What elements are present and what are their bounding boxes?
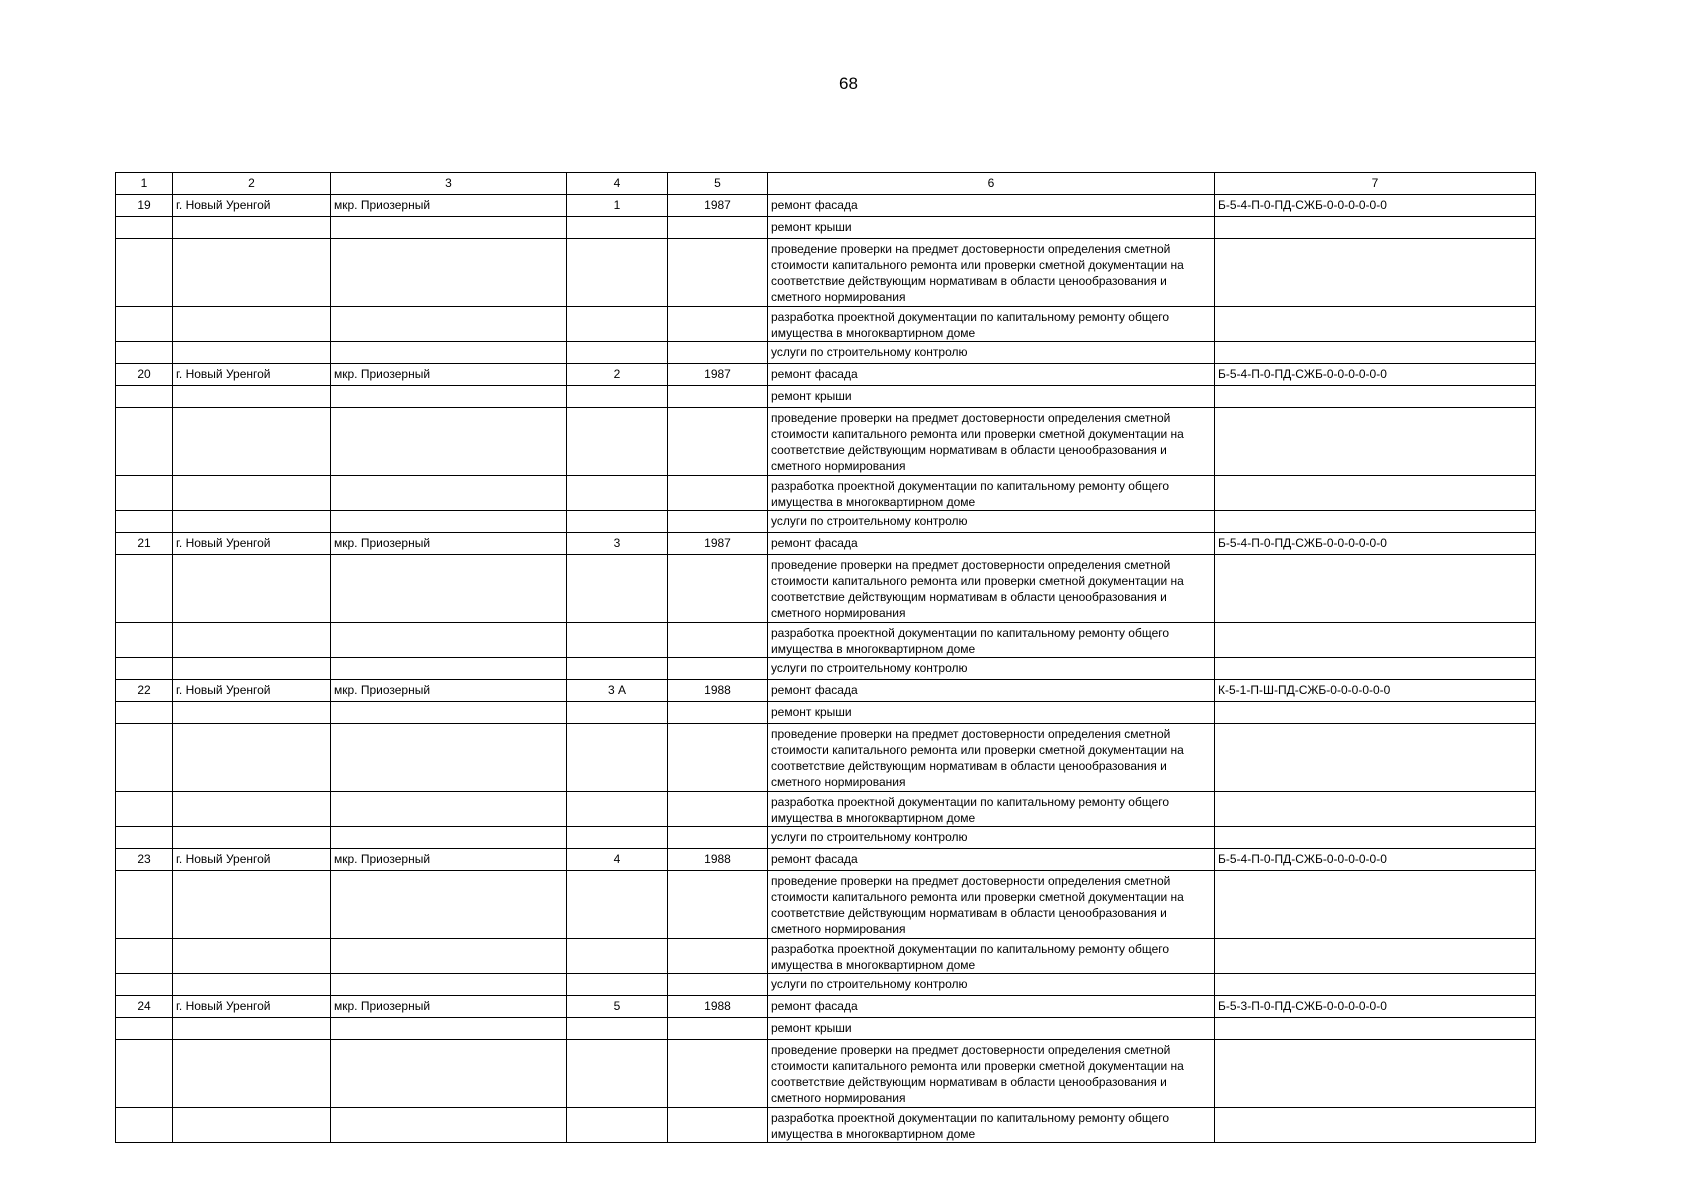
cell-year: [668, 724, 768, 792]
cell-number: [116, 974, 173, 996]
cell-number: 22: [116, 680, 173, 702]
cell-house: [567, 511, 668, 533]
cell-year: 1987: [668, 364, 768, 386]
cell-number: [116, 724, 173, 792]
cell-house: [567, 827, 668, 849]
cell-work: услуги по строительному контролю: [768, 974, 1215, 996]
cell-city: [173, 511, 331, 533]
cell-number: [116, 555, 173, 623]
cell-code: [1215, 974, 1536, 996]
table-row: [116, 849, 1536, 871]
cell-year: 1987: [668, 533, 768, 555]
cell-year: [668, 792, 768, 827]
cell-house: 3 А: [567, 680, 668, 702]
cell-number: 24: [116, 996, 173, 1018]
cell-district: [331, 871, 567, 939]
cell-code: К-5-1-П-Ш-ПД-СЖБ-0-0-0-0-0-0: [1215, 680, 1536, 702]
cell-work: проведение проверки на предмет достоверности определения сметной стоимости капитального ремонта или проверки сметной документации на соответствие действующим нормативам в области ценообразования и сметного нормирования: [768, 1040, 1215, 1108]
cell-city: [173, 476, 331, 511]
cell-city: [173, 702, 331, 724]
cell-work: ремонт крыши: [768, 217, 1215, 239]
cell-work: проведение проверки на предмет достоверности определения сметной стоимости капитального ремонта или проверки сметной документации на соответствие действующим нормативам в области ценообразования и сметного нормирования: [768, 239, 1215, 307]
cell-number: [116, 1018, 173, 1040]
cell-number: [116, 476, 173, 511]
cell-number: [116, 239, 173, 307]
cell-year: [668, 827, 768, 849]
cell-city: [173, 623, 331, 658]
cell-work: услуги по строительному контролю: [768, 342, 1215, 364]
cell-city: [173, 792, 331, 827]
cell-house: [567, 939, 668, 974]
table-row-work: [116, 1018, 1536, 1040]
table-row: [116, 533, 1536, 555]
cell-district: [331, 792, 567, 827]
cell-work: ремонт фасада: [768, 996, 1215, 1018]
cell-city: [173, 974, 331, 996]
cell-district: мкр. Приозерный: [331, 849, 567, 871]
cell-year: [668, 307, 768, 342]
cell-house: [567, 792, 668, 827]
cell-year: 1988: [668, 680, 768, 702]
cell-work: разработка проектной документации по капитальному ремонту общего имущества в многоквартирном доме: [768, 939, 1215, 974]
cell-city: [173, 939, 331, 974]
cell-year: [668, 217, 768, 239]
cell-house: [567, 217, 668, 239]
cell-work: разработка проектной документации по капитальному ремонту общего имущества в многоквартирном доме: [768, 792, 1215, 827]
cell-district: [331, 239, 567, 307]
cell-year: [668, 702, 768, 724]
cell-house: [567, 386, 668, 408]
cell-district: [331, 623, 567, 658]
cell-work: услуги по строительному контролю: [768, 658, 1215, 680]
cell-city: г. Новый Уренгой: [173, 849, 331, 871]
cell-year: 1987: [668, 195, 768, 217]
cell-city: [173, 386, 331, 408]
table-row-work: [116, 792, 1536, 827]
table-row-work: [116, 342, 1536, 364]
cell-code: [1215, 724, 1536, 792]
table-row-work: [116, 476, 1536, 511]
table-row-work: [116, 386, 1536, 408]
cell-house: [567, 1018, 668, 1040]
table-row: [116, 195, 1536, 217]
cell-work: ремонт фасада: [768, 533, 1215, 555]
cell-number: [116, 702, 173, 724]
cell-city: [173, 1108, 331, 1143]
cell-code: [1215, 792, 1536, 827]
cell-work: разработка проектной документации по капитальному ремонту общего имущества в многоквартирном доме: [768, 1108, 1215, 1143]
cell-house: [567, 342, 668, 364]
cell-district: [331, 939, 567, 974]
cell-number: [116, 871, 173, 939]
table-row-work: [116, 871, 1536, 939]
table-row-work: [116, 1040, 1536, 1108]
cell-code: Б-5-4-П-0-ПД-СЖБ-0-0-0-0-0-0: [1215, 849, 1536, 871]
cell-work: услуги по строительному контролю: [768, 827, 1215, 849]
cell-city: г. Новый Уренгой: [173, 680, 331, 702]
cell-code: [1215, 827, 1536, 849]
cell-house: [567, 724, 668, 792]
cell-number: [116, 827, 173, 849]
cell-house: 3: [567, 533, 668, 555]
cell-number: [116, 342, 173, 364]
cell-district: мкр. Приозерный: [331, 680, 567, 702]
cell-city: [173, 307, 331, 342]
table-row: [116, 364, 1536, 386]
table-row-work: [116, 827, 1536, 849]
cell-house: [567, 702, 668, 724]
header-cell-5: 5: [668, 173, 768, 195]
cell-work: разработка проектной документации по капитальному ремонту общего имущества в многоквартирном доме: [768, 476, 1215, 511]
cell-year: [668, 623, 768, 658]
cell-district: мкр. Приозерный: [331, 996, 567, 1018]
cell-district: [331, 702, 567, 724]
cell-city: [173, 555, 331, 623]
cell-year: [668, 1108, 768, 1143]
cell-house: [567, 307, 668, 342]
cell-code: [1215, 307, 1536, 342]
header-cell-7: 7: [1215, 173, 1536, 195]
table-row-work: [116, 511, 1536, 533]
cell-city: [173, 1040, 331, 1108]
cell-number: [116, 307, 173, 342]
cell-year: 1988: [668, 996, 768, 1018]
cell-house: [567, 658, 668, 680]
table-row-work: [116, 658, 1536, 680]
cell-number: [116, 217, 173, 239]
cell-district: [331, 386, 567, 408]
cell-house: 1: [567, 195, 668, 217]
cell-district: [331, 408, 567, 476]
cell-district: [331, 974, 567, 996]
cell-year: [668, 408, 768, 476]
cell-number: [116, 1040, 173, 1108]
header-cell-1: 1: [116, 173, 173, 195]
cell-code: [1215, 1108, 1536, 1143]
cell-city: [173, 658, 331, 680]
cell-code: [1215, 511, 1536, 533]
table-row: [116, 996, 1536, 1018]
table-row-work: [116, 555, 1536, 623]
cell-code: [1215, 217, 1536, 239]
cell-city: г. Новый Уренгой: [173, 996, 331, 1018]
cell-district: [331, 342, 567, 364]
cell-district: [331, 307, 567, 342]
cell-house: 2: [567, 364, 668, 386]
cell-district: [331, 476, 567, 511]
cell-code: [1215, 1040, 1536, 1108]
cell-city: г. Новый Уренгой: [173, 195, 331, 217]
cell-number: 21: [116, 533, 173, 555]
cell-house: [567, 239, 668, 307]
cell-number: [116, 658, 173, 680]
cell-year: [668, 555, 768, 623]
cell-city: г. Новый Уренгой: [173, 364, 331, 386]
cell-code: [1215, 555, 1536, 623]
cell-city: [173, 871, 331, 939]
cell-work: проведение проверки на предмет достоверности определения сметной стоимости капитального ремонта или проверки сметной документации на соответствие действующим нормативам в области ценообразования и сметного нормирования: [768, 408, 1215, 476]
header-cell-4: 4: [567, 173, 668, 195]
cell-house: [567, 1040, 668, 1108]
cell-year: [668, 239, 768, 307]
cell-city: [173, 217, 331, 239]
table-row-work: [116, 974, 1536, 996]
cell-house: [567, 408, 668, 476]
cell-work: ремонт крыши: [768, 386, 1215, 408]
cell-city: [173, 1018, 331, 1040]
cell-number: [116, 386, 173, 408]
cell-code: Б-5-3-П-0-ПД-СЖБ-0-0-0-0-0-0: [1215, 996, 1536, 1018]
cell-district: [331, 1040, 567, 1108]
cell-house: [567, 1108, 668, 1143]
cell-year: [668, 386, 768, 408]
cell-house: [567, 974, 668, 996]
table-row-work: [116, 724, 1536, 792]
cell-house: [567, 555, 668, 623]
cell-work: ремонт фасада: [768, 849, 1215, 871]
cell-district: [331, 1018, 567, 1040]
cell-work: проведение проверки на предмет достоверности определения сметной стоимости капитального ремонта или проверки сметной документации на соответствие действующим нормативам в области ценообразования и сметного нормирования: [768, 871, 1215, 939]
header-cell-3: 3: [331, 173, 567, 195]
cell-house: [567, 476, 668, 511]
cell-district: [331, 1108, 567, 1143]
cell-city: г. Новый Уренгой: [173, 533, 331, 555]
cell-code: [1215, 239, 1536, 307]
cell-number: [116, 792, 173, 827]
cell-code: [1215, 1018, 1536, 1040]
cell-district: мкр. Приозерный: [331, 533, 567, 555]
table-row-work: [116, 623, 1536, 658]
cell-work: разработка проектной документации по капитальному ремонту общего имущества в многоквартирном доме: [768, 623, 1215, 658]
cell-city: [173, 827, 331, 849]
cell-year: [668, 974, 768, 996]
cell-code: Б-5-4-П-0-ПД-СЖБ-0-0-0-0-0-0: [1215, 533, 1536, 555]
cell-code: [1215, 702, 1536, 724]
table-row-work: [116, 939, 1536, 974]
cell-work: разработка проектной документации по капитальному ремонту общего имущества в многоквартирном доме: [768, 307, 1215, 342]
cell-code: [1215, 939, 1536, 974]
cell-year: 1988: [668, 849, 768, 871]
cell-code: [1215, 871, 1536, 939]
cell-work: услуги по строительному контролю: [768, 511, 1215, 533]
cell-house: [567, 871, 668, 939]
cell-code: [1215, 342, 1536, 364]
cell-code: [1215, 658, 1536, 680]
cell-year: [668, 658, 768, 680]
cell-number: 23: [116, 849, 173, 871]
cell-district: [331, 658, 567, 680]
cell-number: 19: [116, 195, 173, 217]
cell-number: 20: [116, 364, 173, 386]
cell-district: [331, 511, 567, 533]
table-row-work: [116, 408, 1536, 476]
table-header-row: [116, 173, 1536, 195]
cell-year: [668, 871, 768, 939]
cell-year: [668, 1018, 768, 1040]
cell-district: мкр. Приозерный: [331, 364, 567, 386]
cell-district: мкр. Приозерный: [331, 195, 567, 217]
cell-year: [668, 476, 768, 511]
cell-year: [668, 511, 768, 533]
cell-number: [116, 408, 173, 476]
header-cell-6: 6: [768, 173, 1215, 195]
cell-city: [173, 239, 331, 307]
cell-district: [331, 724, 567, 792]
cell-number: [116, 623, 173, 658]
cell-work: ремонт фасада: [768, 195, 1215, 217]
header-cell-2: 2: [173, 173, 331, 195]
cell-city: [173, 342, 331, 364]
cell-house: [567, 623, 668, 658]
cell-number: [116, 1108, 173, 1143]
cell-house: 4: [567, 849, 668, 871]
cell-code: [1215, 386, 1536, 408]
cell-house: 5: [567, 996, 668, 1018]
cell-district: [331, 555, 567, 623]
cell-work: проведение проверки на предмет достоверности определения сметной стоимости капитального ремонта или проверки сметной документации на соответствие действующим нормативам в области ценообразования и сметного нормирования: [768, 724, 1215, 792]
table-row-work: [116, 307, 1536, 342]
table-row-work: [116, 1108, 1536, 1143]
page-number: 68: [839, 74, 858, 93]
cell-work: проведение проверки на предмет достоверности определения сметной стоимости капитального ремонта или проверки сметной документации на соответствие действующим нормативам в области ценообразования и сметного нормирования: [768, 555, 1215, 623]
cell-code: [1215, 408, 1536, 476]
table-row: [116, 680, 1536, 702]
cell-code: [1215, 623, 1536, 658]
cell-code: Б-5-4-П-0-ПД-СЖБ-0-0-0-0-0-0: [1215, 195, 1536, 217]
cell-city: [173, 724, 331, 792]
cell-district: [331, 827, 567, 849]
cell-year: [668, 939, 768, 974]
table-body: [116, 173, 1536, 1143]
cell-work: ремонт фасада: [768, 680, 1215, 702]
cell-district: [331, 217, 567, 239]
cell-number: [116, 939, 173, 974]
cell-year: [668, 1040, 768, 1108]
cell-year: [668, 342, 768, 364]
cell-work: ремонт фасада: [768, 364, 1215, 386]
table-row-work: [116, 239, 1536, 307]
table-row-work: [116, 217, 1536, 239]
cell-code: Б-5-4-П-0-ПД-СЖБ-0-0-0-0-0-0: [1215, 364, 1536, 386]
cell-work: ремонт крыши: [768, 702, 1215, 724]
cell-code: [1215, 476, 1536, 511]
cell-number: [116, 511, 173, 533]
data-table: [115, 172, 1536, 1143]
cell-work: ремонт крыши: [768, 1018, 1215, 1040]
cell-city: [173, 408, 331, 476]
table-row-work: [116, 702, 1536, 724]
